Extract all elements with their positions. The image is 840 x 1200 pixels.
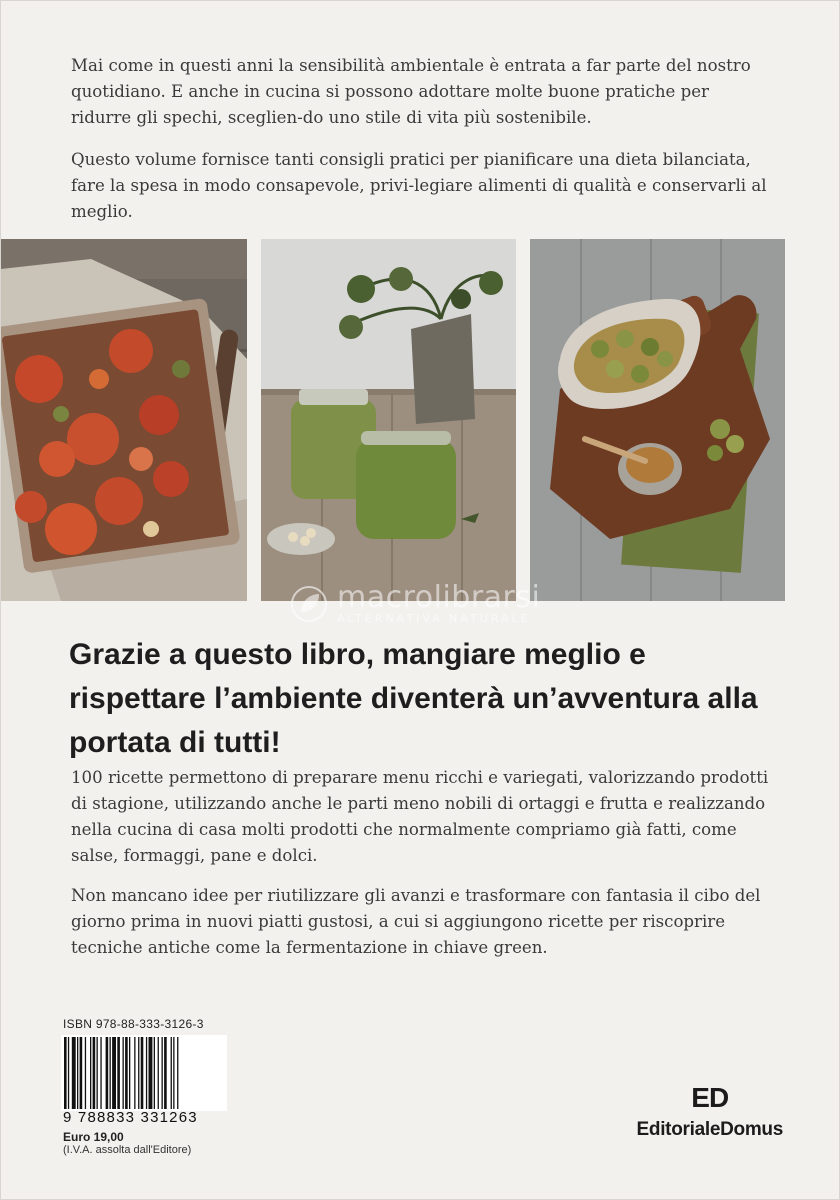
- intro-paragraph-1: Mai come in questi anni la sensibilità ambientale è entrata a far parte del nostro quotidiano. E anche in cucina si possono adottare molte buone pratiche per ridurre gli spechi, sceglien-do uno stile di vita più sostenibile.: [71, 56, 751, 127]
- body-text: [71, 765, 771, 973]
- intro-paragraph-2: Questo volume fornisce tanti consigli pratici per pianificare una dieta bilanciata, fare la spesa in modo consapevole, privi-legiare alimenti di qualità e conservarli al meglio.: [71, 150, 767, 221]
- watermark-tagline: ALTERNATIVA NATURALE: [337, 612, 531, 625]
- publisher-monogram: ED: [691, 1082, 729, 1113]
- body-paragraph-1: 100 ricette permettono di preparare menu ricchi e variegati, valorizzando prodotti di stagione, utilizzando anche le parti meno nobili di ortaggi e frutta e realizzando nella cucina di casa molti prodotti che normalmente compriamo già fatti, come salse, formaggi, pane e dolci.: [71, 768, 769, 865]
- barcode-icon: [61, 1035, 227, 1111]
- headline: Grazie a questo libro, mangiare meglio e rispettare l’ambiente diventerà un’avventura alla portata di tutti!: [69, 638, 758, 759]
- publisher-logo: [637, 1083, 783, 1141]
- body-paragraph-2: Non mancano idee per riutilizzare gli avanzi e trasformare con fantasia il cibo del giorno prima in nuovi piatti gustosi, a cui si aggiungono ricette per riscoprire tecniche antiche come la fermentazione in chiave green.: [71, 886, 761, 957]
- publisher-name: EditorialeDomus: [636, 1119, 783, 1140]
- zucchini-chips-photo: [530, 239, 785, 601]
- watermark: [289, 580, 541, 625]
- barcode-block: [61, 1017, 229, 1156]
- watermark-name: macrolibrarsi: [337, 580, 541, 615]
- barcode-digits: 9 788833 331263: [63, 1109, 198, 1126]
- pesto-jars-photo: [261, 239, 516, 601]
- isbn: ISBN 978-88-333-3126-3: [63, 1017, 204, 1031]
- photo-strip: [1, 239, 840, 601]
- roasted-tomatoes-photo: [1, 239, 247, 601]
- intro-text: [71, 53, 771, 237]
- leaf-logo-icon: [289, 584, 329, 624]
- price-note: (I.V.A. assolta dall'Editore): [63, 1144, 192, 1156]
- price: Euro 19,00: [63, 1130, 124, 1144]
